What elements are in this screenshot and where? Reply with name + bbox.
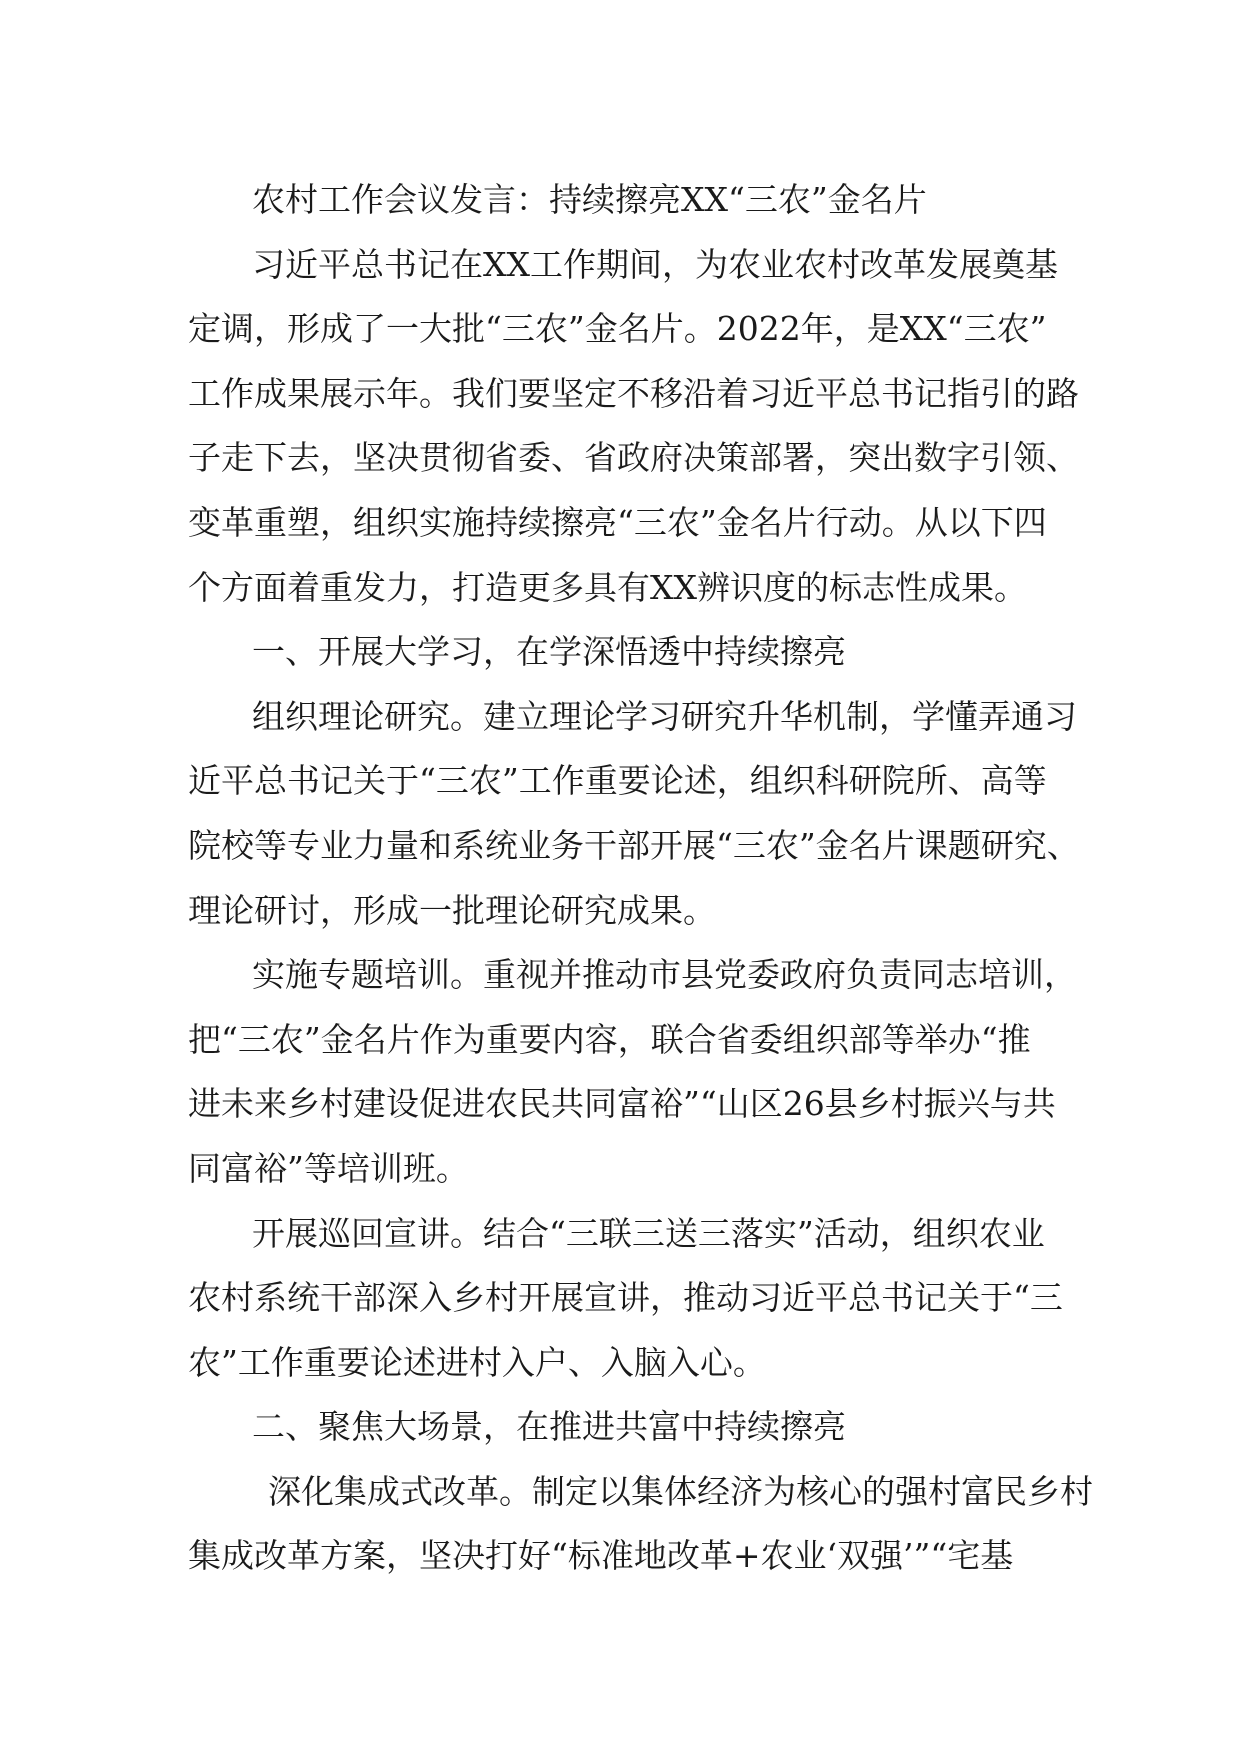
paragraph-line: 组织理论研究。建立理论学习研究升华机制，学懂弄通习 [252, 696, 1077, 736]
paragraph-line: 开展巡回宣讲。结合“三联三送三落实”活动，组织农业 [252, 1213, 1045, 1253]
paragraph-line: 集成改革方案，坚决打好“标准地改革+农业‘双强’”“宅基 [188, 1536, 1014, 1576]
paragraph-line: 院校等专业力量和系统业务干部开展“三农”金名片课题研究、 [188, 825, 1080, 865]
paragraph-line: 农村系统干部深入乡村开展宣讲，推动习近平总书记关于“三 [188, 1278, 1063, 1318]
paragraph-line: 同富裕”等培训班。 [188, 1148, 469, 1188]
paragraph-line: 理论研讨，形成一批理论研究成果。 [188, 890, 716, 930]
paragraph-line: 农”工作重要论述进村入户、入脑入心。 [188, 1342, 766, 1382]
paragraph-line: 个方面着重发力，打造更多具有XX辨识度的标志性成果。 [188, 567, 1027, 607]
section-heading-2: 二、聚焦大场景，在推进共富中持续擦亮 [252, 1407, 846, 1447]
paragraph-line: 实施专题培训。重视并推动市县党委政府负责同志培训， [252, 955, 1077, 995]
paragraph-line: 变革重塑，组织实施持续擦亮“三农”金名片行动。从以下四 [188, 502, 1047, 542]
paragraph-line: 子走下去，坚决贯彻省委、省政府决策部署，突出数字引领、 [188, 438, 1079, 478]
paragraph-line: 工作成果展示年。我们要坚定不移沿着习近平总书记指引的路 [188, 373, 1079, 413]
paragraph-line: 定调，形成了一大批“三农”金名片。2022年，是XX“三农” [188, 309, 1047, 349]
paragraph-line: 深化集成式改革。制定以集体经济为核心的强村富民乡村 [268, 1471, 1093, 1511]
paragraph-line: 近平总书记关于“三农”工作重要论述，组织科研院所、高等 [188, 761, 1047, 801]
document-title: 农村工作会议发言：持续擦亮XX“三农”金名片 [252, 180, 927, 219]
section-heading-1: 一、开展大学习，在学深悟透中持续擦亮 [252, 632, 846, 672]
paragraph-line: 把“三农”金名片作为重要内容，联合省委组织部等举办“推 [188, 1019, 1031, 1059]
document-page [188, 168, 1093, 1589]
paragraph-line: 习近平总书记在XX工作期间，为农业农村改革发展奠基 [252, 244, 1058, 284]
paragraph-line: 进未来乡村建设促进农民共同富裕”“山区26县乡村振兴与共 [188, 1084, 1056, 1124]
